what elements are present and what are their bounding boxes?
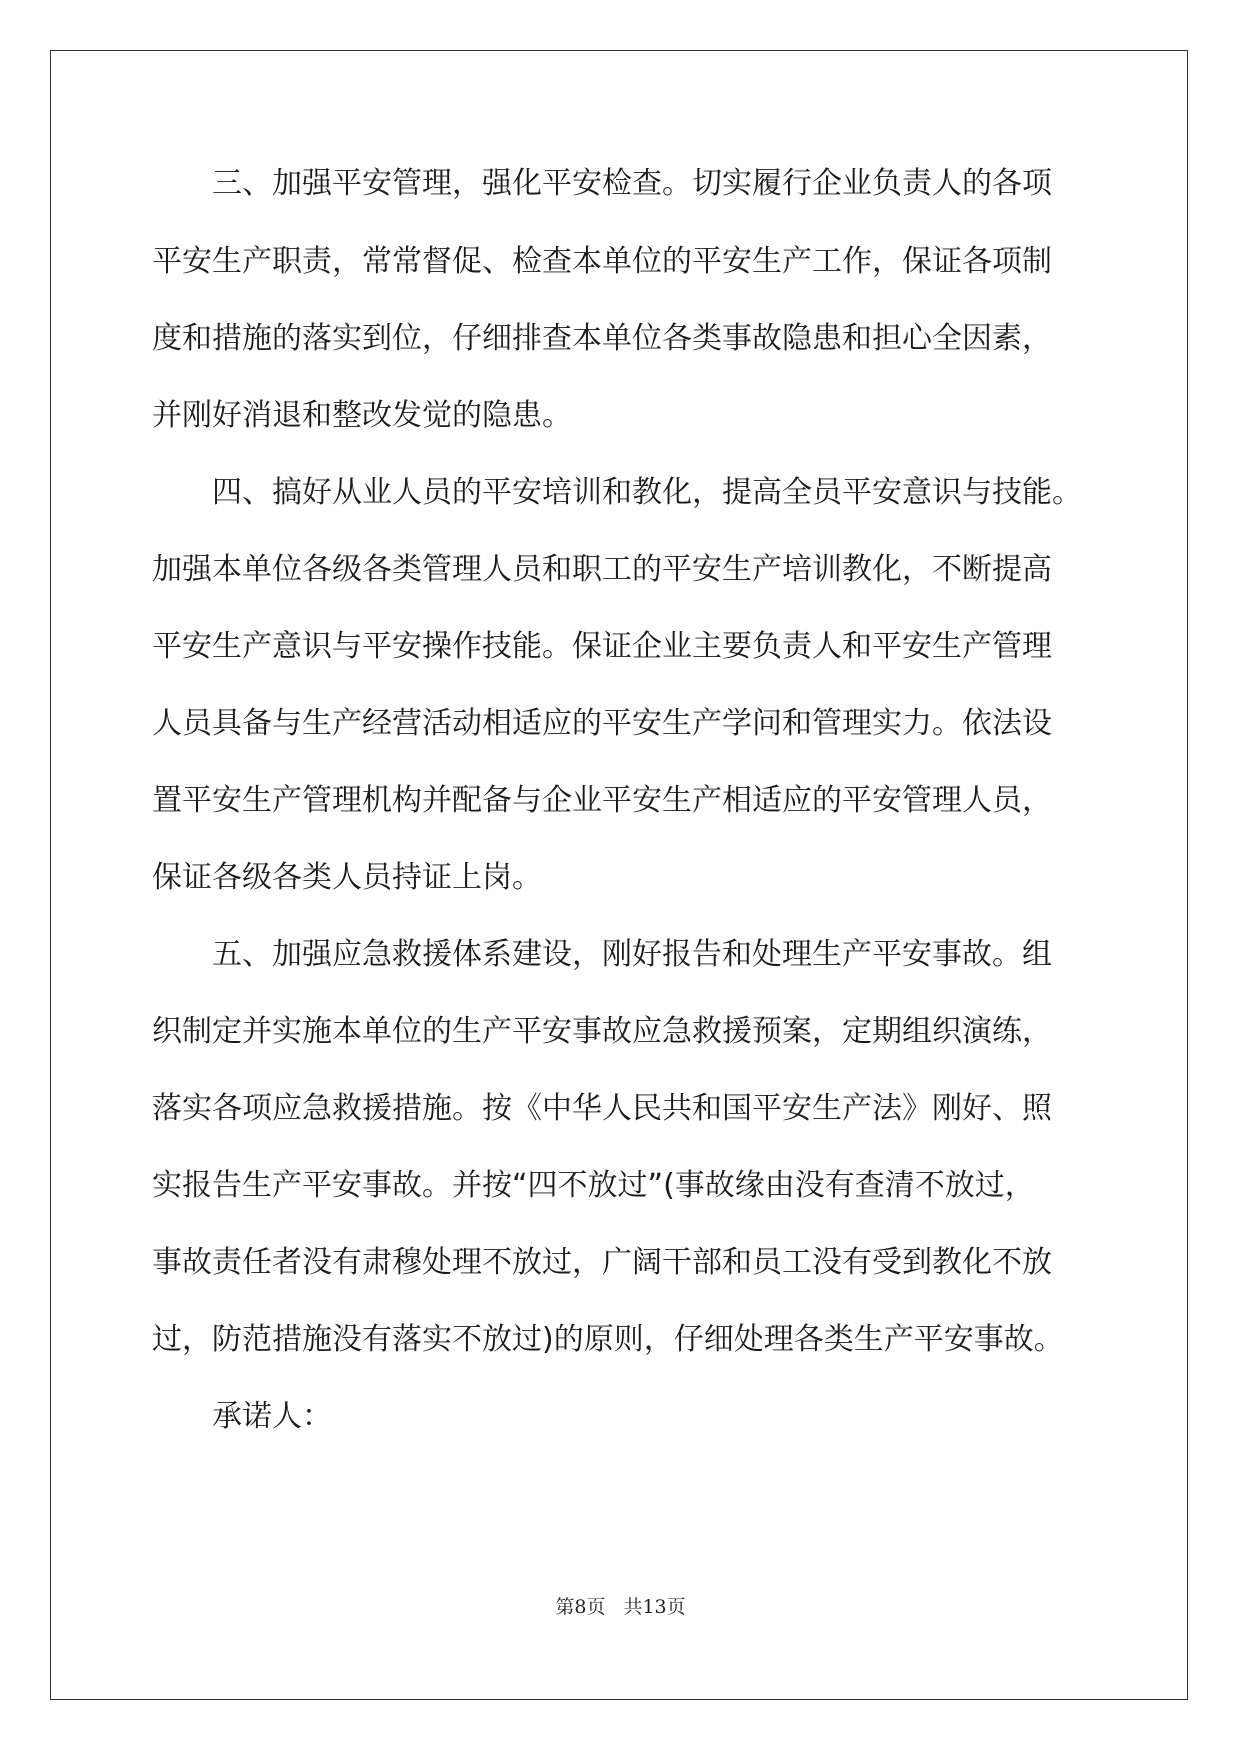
- paragraph-3-line-2: 平安生产职责，常常督促、检查本单位的平安生产工作，保证各项制: [152, 244, 1052, 279]
- paragraph-3-line-1: 三、加强平安管理，强化平安检查。切实履行企业负责人的各项: [212, 166, 1052, 201]
- paragraph-5-line-4: 实报告生产平安事故。并按“四不放过”(事故缘由没有查清不放过，: [152, 1168, 1035, 1203]
- paragraph-4-line-6: 保证各级各类人员持证上岗。: [152, 860, 542, 895]
- paragraph-4-line-4: 人员具备与生产经营活动相适应的平安生产学问和管理实力。依法设: [152, 706, 1052, 741]
- paragraph-4-line-3: 平安生产意识与平安操作技能。保证企业主要负责人和平安生产管理: [152, 629, 1052, 664]
- paragraph-5-line-5: 事故责任者没有肃穆处理不放过，广阔干部和员工没有受到教化不放: [152, 1245, 1052, 1280]
- page-number: 第8页: [555, 1596, 606, 1618]
- paragraph-4-line-1: 四、搞好从业人员的平安培训和教化，提高全员平安意识与技能。: [212, 475, 1082, 510]
- page-footer: [0, 1592, 1241, 1619]
- paragraph-5-line-2: 织制定并实施本单位的生产平安事故应急救援预案，定期组织演练，: [152, 1014, 1052, 1049]
- paragraph-5-line-3: 落实各项应急救援措施。按《中华人民共和国平安生产法》刚好、照: [152, 1091, 1052, 1126]
- paragraph-5-line-6: 过，防范措施没有落实不放过)的原则，仔细处理各类生产平安事故。: [152, 1322, 1064, 1357]
- signatory-label: 承诺人：: [212, 1399, 332, 1434]
- paragraph-5-line-1: 五、加强应急救援体系建设，刚好报告和处理生产平安事故。组: [212, 937, 1052, 972]
- paragraph-3-line-3: 度和措施的落实到位，仔细排查本单位各类事故隐患和担心全因素，: [152, 321, 1052, 356]
- paragraph-4-line-5: 置平安生产管理机构并配备与企业平安生产相适应的平安管理人员，: [152, 783, 1052, 818]
- paragraph-4-line-2: 加强本单位各级各类管理人员和职工的平安生产培训教化，不断提高: [152, 552, 1052, 587]
- paragraph-3-line-4: 并刚好消退和整改发觉的隐患。: [152, 398, 572, 433]
- page-total: 共13页: [623, 1596, 686, 1618]
